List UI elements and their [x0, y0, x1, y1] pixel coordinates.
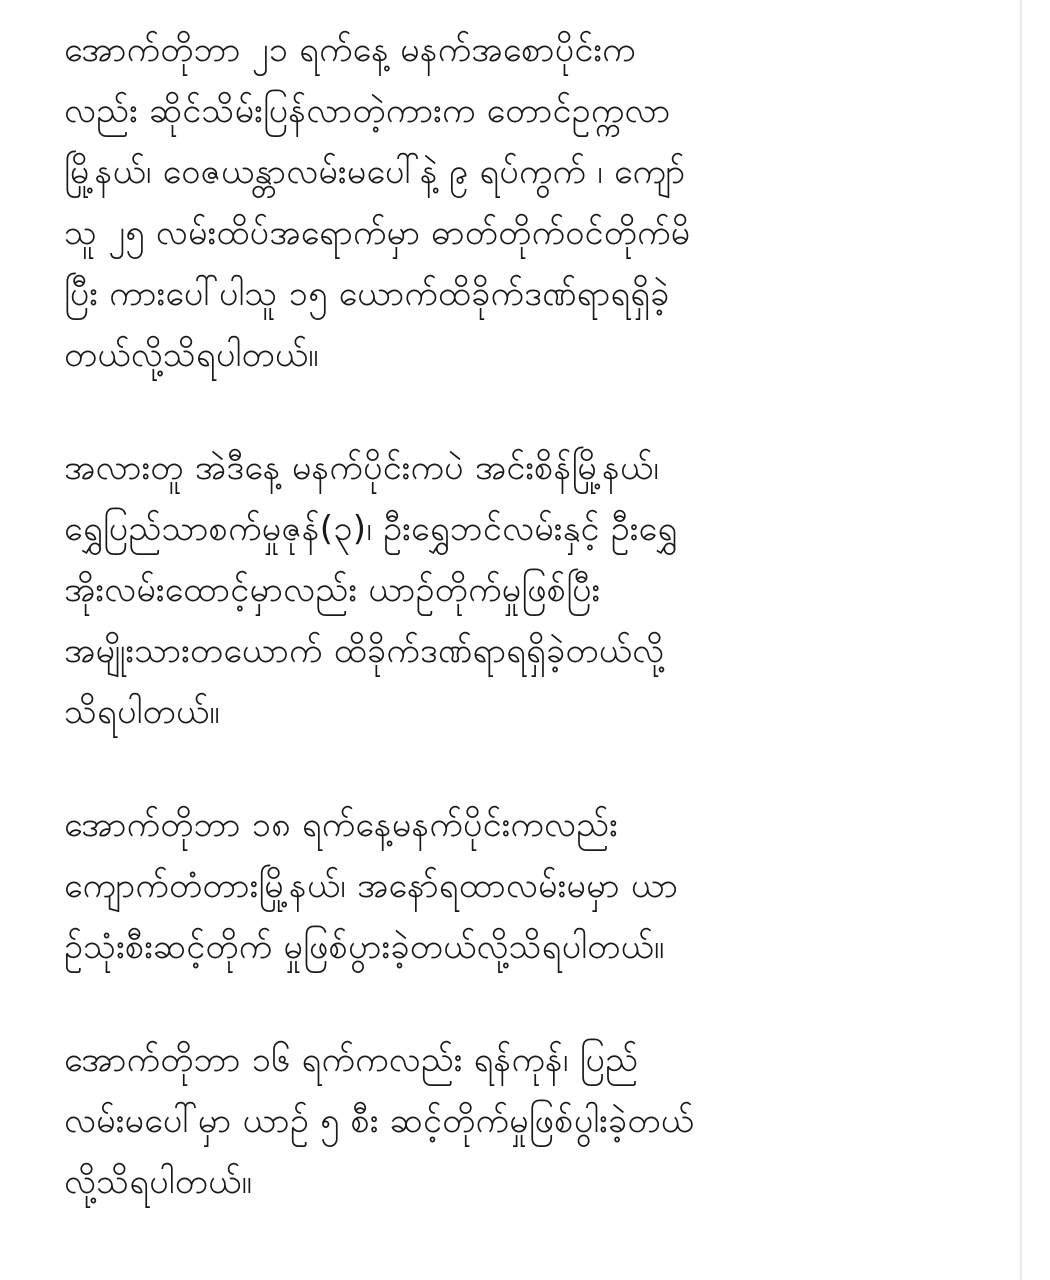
text-line: အောက်တိုဘာ ၁၆ ရက်ကလည်း ရန်ကုန်၊ ပြည်: [64, 1040, 639, 1080]
text-line: မြို့နယ်၊ ဝေဇယန္တာလမ်းမပေါ်နဲ့ ၉ ရပ်ကွက် ၊ ကျော်: [64, 152, 686, 192]
text-line: အောက်တိုဘာ ၂၁ ရက်နေ့ မနက်အစောပိုင်းက: [64, 30, 636, 70]
paragraph-3: [64, 795, 1004, 978]
text-line: အိုးလမ်းထောင့်မှာလည်း ယာဉ်တိုက်မှုဖြစ်ပြီး: [64, 570, 601, 610]
text-line: ကျောက်တံတားမြို့နယ်၊ အနော်ရထာလမ်းမမှာ ယာ: [64, 866, 679, 906]
text-line: သိရပါတယ်။: [64, 692, 220, 732]
paragraph-4: [64, 1030, 1004, 1213]
page-edge-divider: [1020, 0, 1022, 1280]
text-line: အမျိုးသားတယောက် ထိခိုက်ဒဏ်ရာရရှိခဲ့တယ်လို့: [64, 631, 665, 671]
text-line: လမ်းမပေါ်မှာ ယာဉ် ၅ စီး ဆင့်တိုက်မှုဖြစ်ပွါးခဲ့တယ်: [64, 1101, 695, 1141]
text-line: လည်း ဆိုင်သိမ်းပြန်လာတဲ့ကားက တောင်ဥက္ကလာ: [64, 91, 671, 131]
text-line: ဉ်သုံးစီးဆင့်တိုက် မှုဖြစ်ပွားခဲ့တယ်လို့သိရပါတယ်။: [64, 927, 665, 967]
text-line: လို့သိရပါတယ်။: [64, 1162, 253, 1202]
text-line: သူ ၂၅ လမ်းထိပ်အရောက်မှာ ဓာတ်တိုက်ဝင်တိုက်မိ: [64, 213, 691, 253]
paragraph-2: [64, 438, 1004, 743]
article-body: [64, 20, 1004, 1265]
text-line: အောက်တိုဘာ ၁၈ ရက်နေ့မနက်ပိုင်းကလည်း: [64, 805, 618, 845]
text-line: တယ်လို့သိရပါတယ်။: [64, 335, 319, 375]
paragraph-1: [64, 20, 1004, 386]
text-line: အလားတူ အဲဒီနေ့ မနက်ပိုင်းကပဲ အင်းစိန်မြို့နယ်၊: [64, 448, 660, 488]
text-line: ပြီး ကားပေါ်ပါသူ ၁၅ ယောက်ထိခိုက်ဒဏ်ရာရရှိခဲ့: [64, 274, 670, 314]
text-line: ရွှေပြည်သာစက်မှုဇုန်(၃)၊ ဦးရွှေဘင်လမ်းနှင့် ဦးရွှေ: [64, 509, 678, 549]
